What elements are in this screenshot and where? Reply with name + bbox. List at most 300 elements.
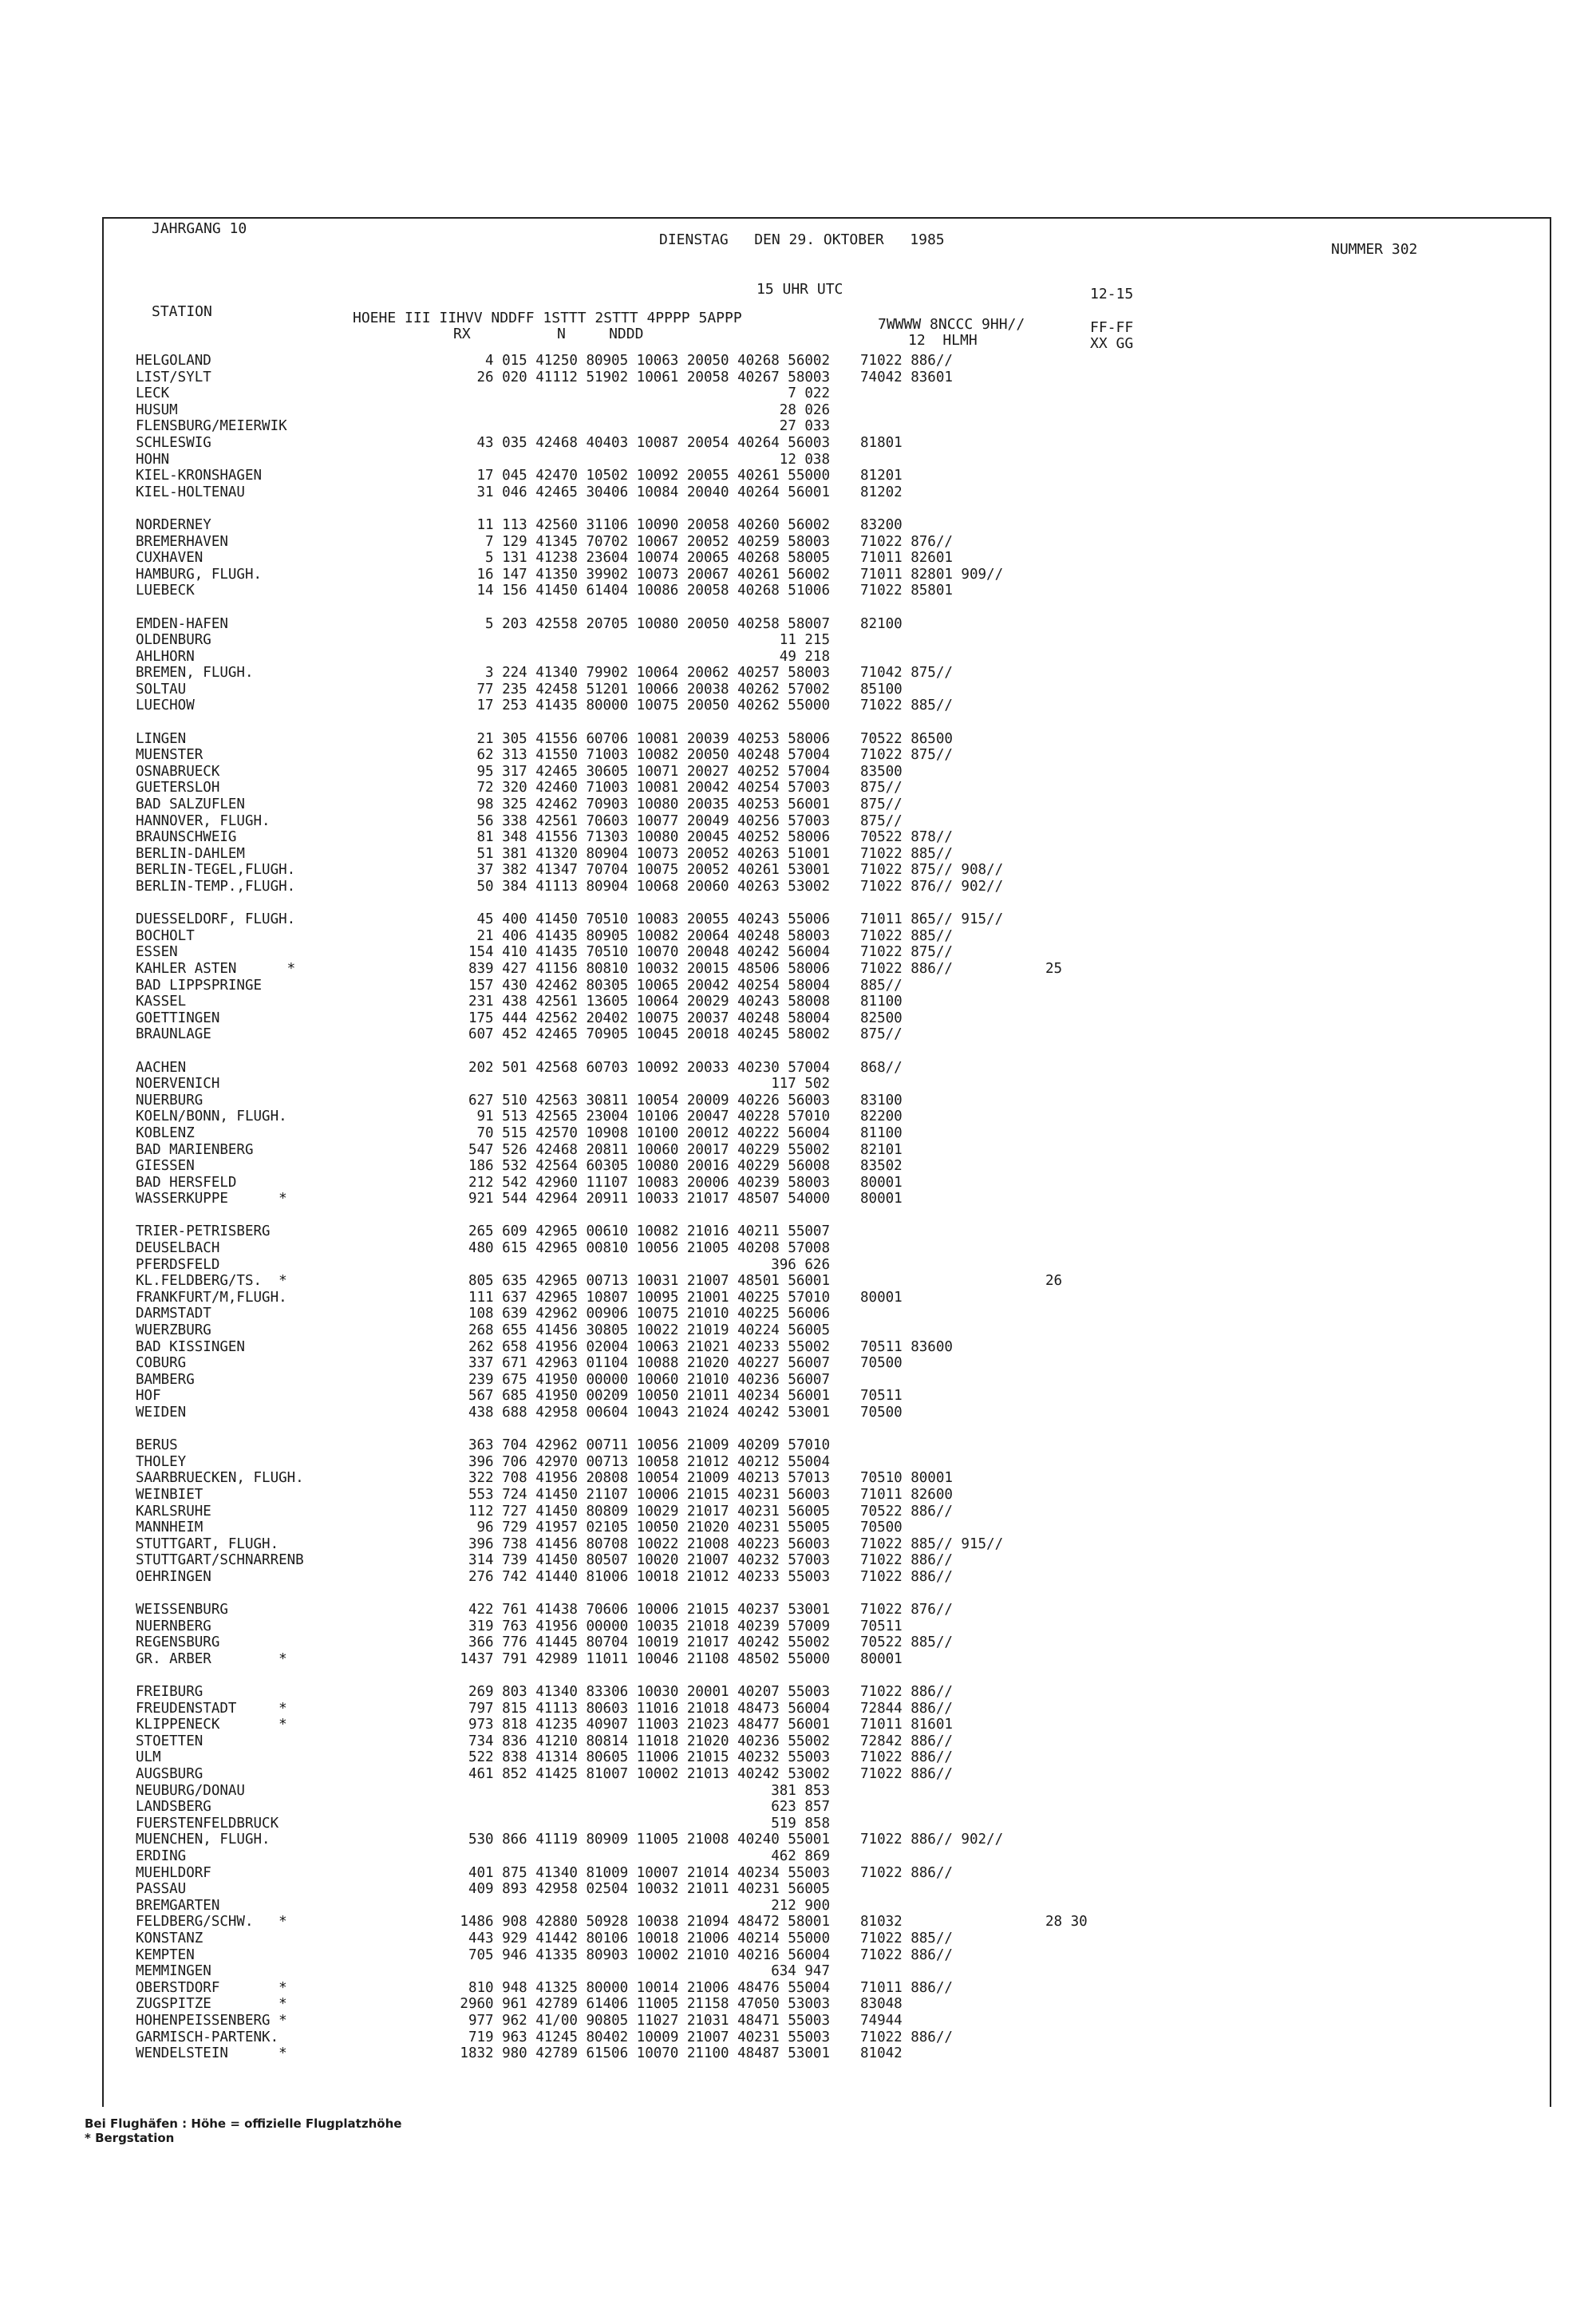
time-label: 15 UHR UTC (757, 281, 843, 298)
station-name: LUEBECK (136, 583, 195, 599)
group-spacer (860, 1586, 1003, 1603)
extra-code (1045, 452, 1088, 468)
group-spacer (319, 1207, 830, 1224)
weather-code: 71022 875// (860, 944, 953, 961)
weather-code: 71011 81601 (860, 1717, 953, 1733)
station-name: FRANKFURT/M,FLUGH. (136, 1289, 287, 1306)
station-name: HELGOLAND (136, 353, 211, 369)
group-spacer (860, 1421, 1003, 1438)
station-name: ZUGSPITZE * (136, 1996, 287, 2013)
station-name: KLIPPENECK * (136, 1717, 287, 1733)
weather-code (860, 385, 1003, 402)
extra-code (1045, 911, 1088, 928)
station-observation: 5 131 41238 23604 10074 20065 40268 58005 (485, 550, 830, 567)
weather-code (860, 649, 1003, 666)
station-observation: 319 763 41956 00000 10035 21018 40239 57009 (468, 1618, 830, 1634)
weather-code: 70522 886// (860, 1503, 953, 1520)
weather-code: 71022 875// (860, 747, 953, 764)
station-observation: 51 381 41320 80904 10073 20052 40263 51001 (476, 845, 830, 862)
station-observation: 3 224 41340 79902 10064 20062 40257 58003 (485, 665, 830, 682)
issue-number: NUMMER 302 (1331, 241, 1418, 258)
weather-code: 70500 (860, 1355, 903, 1372)
extra-code (1045, 1257, 1088, 1274)
weather-code: 70500 (860, 1405, 903, 1421)
weather-code: 81201 (860, 468, 903, 484)
station-observation: 91 513 42565 23004 10106 20047 40228 57010 (476, 1109, 830, 1125)
station-observation: 322 708 41956 20808 10054 21009 40213 57013 (468, 1470, 830, 1487)
station-name: KOBLENZ (136, 1124, 195, 1141)
extra-code (1045, 1947, 1088, 1964)
station-observation: 797 815 41113 80603 11016 21018 48473 56004 (468, 1700, 830, 1717)
extra-code (1045, 1520, 1088, 1536)
station-observation: 381 853 (771, 1782, 830, 1799)
weather-code: 875// (860, 812, 903, 829)
extra-code (1045, 1290, 1088, 1306)
station-observation: 5 203 42558 20705 10080 20050 40258 58007 (485, 615, 830, 632)
weather-code: 83100 (860, 1092, 903, 1109)
weather-code: 70511 (860, 1618, 903, 1634)
station-observation: 14 156 41450 61404 10086 20058 40268 51006 (476, 583, 830, 599)
weather-code (860, 1257, 1003, 1274)
station-observation: 409 893 42958 02504 10032 21011 40231 56005 (468, 1881, 830, 1898)
station-name: KOELN/BONN, FLUGH. (136, 1109, 287, 1125)
station-name: CUXHAVEN (136, 550, 203, 567)
station-observation: 314 739 41450 80507 10020 21007 40232 57003 (468, 1552, 830, 1569)
station-observation: 96 729 41957 02105 10050 21020 40231 55005 (476, 1520, 830, 1536)
extra-code (1045, 1536, 1088, 1553)
station-name: FELDBERG/SCHW. * (136, 1914, 287, 1931)
station-observation: 12 038 (779, 451, 830, 468)
extra-code (1045, 994, 1088, 1010)
data-column-header: HOEHE III IIHVV NDDFF 1STTT 2STTT 4PPPP 5APPP (353, 310, 742, 326)
weather-code: 71022 886// (860, 1864, 953, 1881)
group-spacer (1045, 1586, 1088, 1603)
extra-code (1045, 1109, 1088, 1125)
station-observation: 401 875 41340 81009 10007 21014 40234 55003 (468, 1864, 830, 1881)
group-spacer (1045, 500, 1088, 517)
station-name: COBURG (136, 1355, 187, 1372)
group-spacer (319, 895, 830, 912)
weather-code (860, 1306, 1003, 1322)
extra-code (1045, 468, 1088, 484)
weather-code (860, 1848, 1003, 1865)
weather-code: 82101 (860, 1141, 903, 1158)
group-spacer (1045, 1207, 1088, 1224)
weather-code: 83048 (860, 1996, 903, 2013)
weather-code: 74944 (860, 2012, 903, 2029)
extra-code (1045, 1339, 1088, 1356)
extra-code (1045, 698, 1088, 714)
station-observation: 623 857 (771, 1799, 830, 1816)
weather-code: 875// (860, 796, 903, 813)
extra-code (1045, 1848, 1088, 1865)
station-name: FLENSBURG/MEIERWIK (136, 418, 287, 435)
weather-code: 70511 (860, 1388, 903, 1405)
station-name: ESSEN (136, 944, 178, 961)
station-name: KAHLER ASTEN * (136, 960, 296, 977)
station-observation: 21 406 41435 80905 10082 20064 40248 58003 (476, 927, 830, 944)
station-observation: 522 838 41314 80605 11006 21015 40232 55003 (468, 1749, 830, 1766)
station-observation: 1437 791 42989 11011 10046 21108 48502 55000 (460, 1650, 830, 1667)
station-observation: 519 858 (771, 1815, 830, 1832)
station-observation: 276 742 41440 81006 10018 21012 40233 55003 (468, 1568, 830, 1585)
weather-code: 71022 886// (860, 1766, 953, 1783)
station-name: PFERDSFELD (136, 1256, 220, 1273)
station-observation: 7 129 41345 70702 10067 20052 40259 58003 (485, 533, 830, 550)
station-observation: 212 542 42960 11107 10083 20006 40239 58003 (468, 1174, 830, 1191)
extra-code (1045, 517, 1088, 534)
station-observation: 70 515 42570 10908 10100 20012 40222 56004 (476, 1124, 830, 1141)
station-observation: 422 761 41438 70606 10006 21015 40237 53001 (468, 1602, 830, 1618)
station-observation: 154 410 41435 70510 10070 20048 40242 56004 (468, 944, 830, 961)
weather-code: 81042 (860, 2045, 903, 2062)
group-spacer (860, 1043, 1003, 1060)
station-name: STUTTGART, FLUGH. (136, 1535, 279, 1552)
station-name: PASSAU (136, 1881, 187, 1898)
group-spacer (136, 1043, 304, 1060)
station-observation: 4 015 41250 80905 10063 20050 40268 56002 (485, 353, 830, 369)
extra-code (1045, 1832, 1088, 1848)
station-observation: 117 502 (771, 1076, 830, 1093)
station-name: LINGEN (136, 730, 187, 747)
extra-code (1045, 1701, 1088, 1717)
station-name: STUTTGART/SCHNARRENB (136, 1552, 304, 1569)
extra-code (1045, 1388, 1088, 1405)
weather-code: 81100 (860, 994, 903, 1010)
extra-code (1045, 829, 1088, 846)
weather-code: 83502 (860, 1158, 903, 1175)
weather-code: 80001 (860, 1174, 903, 1191)
station-observation: 1832 980 42789 61506 10070 21100 48487 53001 (460, 2045, 830, 2062)
station-name: FREUDENSTADT * (136, 1700, 287, 1717)
ff-column-header: FF-FF (1090, 319, 1134, 336)
station-observation: 396 706 42970 00713 10058 21012 40212 55004 (468, 1453, 830, 1470)
station-column-header: STATION (152, 303, 212, 320)
station-name: REGENSBURG (136, 1634, 220, 1651)
station-name: KL.FELDBERG/TS. * (136, 1273, 287, 1290)
station-observation: 268 655 41456 30805 10022 21019 40224 56005 (468, 1322, 830, 1339)
xx-column-header: XX GG (1090, 335, 1134, 352)
station-observation: 607 452 42465 70905 10045 20018 40245 58002 (468, 1026, 830, 1043)
extra-code (1045, 1504, 1088, 1520)
station-name: BERLIN-TEMP.,FLUGH. (136, 879, 296, 895)
station-name: BOCHOLT (136, 927, 195, 944)
weather-code: 71011 886// (860, 1979, 953, 1996)
group-spacer (136, 500, 304, 517)
station-name: DUESSELDORF, FLUGH. (136, 911, 296, 928)
weather-code: 71022 885// (860, 845, 953, 862)
weather-code (860, 452, 1003, 468)
extra-code (1045, 435, 1088, 452)
station-observation: 56 338 42561 70603 10077 20049 40256 57003 (476, 812, 830, 829)
weather-code (860, 1963, 1003, 1980)
weather-code (860, 1799, 1003, 1816)
extra-code (1045, 731, 1088, 748)
extra-code (1045, 1076, 1088, 1093)
extra-code (1045, 1733, 1088, 1750)
extra-code (1045, 2029, 1088, 2046)
extra-code (1045, 1898, 1088, 1915)
weather-codes-column (860, 353, 1003, 2062)
extra-code (1045, 813, 1088, 830)
extra-code (1045, 1470, 1088, 1487)
station-observation: 7 022 (788, 385, 830, 402)
extra-code (1045, 2013, 1088, 2029)
weather-code: 70522 878// (860, 829, 953, 846)
group-spacer (136, 1421, 304, 1438)
station-name: AUGSBURG (136, 1766, 203, 1783)
station-name: GUETERSLOH (136, 780, 220, 796)
station-observation: 108 639 42962 00906 10075 21010 40225 56006 (468, 1306, 830, 1322)
station-name: BAD LIPPSPRINGE (136, 977, 263, 994)
extra-code (1045, 1931, 1088, 1947)
weather-code: 71022 886// (860, 1749, 953, 1766)
station-observation: 719 963 41245 80402 10009 21007 40231 55003 (468, 2029, 830, 2045)
station-observation: 805 635 42965 00713 10031 21007 48501 56001 (468, 1273, 830, 1290)
weather-code (860, 1273, 1003, 1290)
station-name: BRAUNLAGE (136, 1026, 211, 1043)
footnote-mountain-station: * Bergstation (85, 2131, 175, 2145)
station-name: BREMGARTEN (136, 1897, 220, 1914)
station-observation: 627 510 42563 30811 10054 20009 40226 56003 (468, 1092, 830, 1109)
station-name: OSNABRUECK (136, 763, 220, 780)
extra-code (1045, 1240, 1088, 1257)
station-observation: 175 444 42562 20402 10075 20037 40248 58004 (468, 1010, 830, 1026)
weather-code (860, 1898, 1003, 1915)
station-name: KASSEL (136, 994, 187, 1010)
extra-code (1045, 928, 1088, 945)
extra-code (1045, 567, 1088, 583)
weather-code: 82200 (860, 1109, 903, 1125)
station-name: WEISSENBURG (136, 1602, 228, 1618)
station-name: MUENCHEN, FLUGH. (136, 1832, 271, 1848)
station-name: LANDSBERG (136, 1799, 211, 1816)
extra-code (1045, 1569, 1088, 1586)
extra-code (1045, 682, 1088, 698)
extra-code (1045, 1158, 1088, 1175)
station-name: SOLTAU (136, 681, 187, 698)
weather-code (860, 1454, 1003, 1471)
station-name: WUERZBURG (136, 1322, 211, 1339)
group-spacer (319, 1043, 830, 1060)
station-name: OBERSTDORF * (136, 1979, 287, 1996)
extra-codes-column (1045, 353, 1088, 2062)
weather-code (860, 1076, 1003, 1093)
station-observation: 112 727 41450 80809 10029 21017 40231 56005 (468, 1503, 830, 1520)
station-name: WEINBIET (136, 1486, 203, 1503)
extra-code (1045, 1684, 1088, 1701)
station-name: TRIER-PETRISBERG (136, 1223, 271, 1240)
station-name: NEUBURG/DONAU (136, 1782, 245, 1799)
extra-code (1045, 1816, 1088, 1832)
station-name: STOETTEN (136, 1733, 203, 1749)
station-observation: 839 427 41156 80810 10032 20015 48506 58006 (468, 960, 830, 977)
weather-code: 70510 80001 (860, 1470, 953, 1487)
station-observation: 443 929 41442 80106 10018 21006 40214 55000 (468, 1931, 830, 1946)
weather-code (860, 1223, 1003, 1240)
station-name: HOHENPEISSENBERG * (136, 2012, 287, 2029)
station-name: BREMEN, FLUGH. (136, 665, 254, 682)
weather-code: 71022 886// (860, 1568, 953, 1585)
extra-code (1045, 1437, 1088, 1454)
extra-code (1045, 649, 1088, 666)
extra-code (1045, 764, 1088, 781)
extra-code: 28 30 (1045, 1914, 1088, 1931)
weather-code: 71022 886// (860, 353, 953, 369)
extra-code (1045, 583, 1088, 599)
station-name: LUECHOW (136, 698, 195, 714)
weather-code: 71011 865// 915// (860, 911, 1004, 928)
extra-code (1045, 484, 1088, 501)
station-name: NOERVENICH (136, 1076, 220, 1093)
station-name: BERLIN-DAHLEM (136, 845, 245, 862)
station-observation: 37 382 41347 70704 10075 20052 40261 53001 (476, 862, 830, 879)
station-name: KIEL-HOLTENAU (136, 484, 245, 500)
extra-code (1045, 1552, 1088, 1569)
station-name: FUERSTENFELDBRUCK (136, 1815, 279, 1832)
weather-code: 71022 886// (860, 1684, 953, 1701)
weather-column-subheader: 12 HLMH (908, 332, 978, 349)
station-name: BERUS (136, 1437, 178, 1454)
extra-code (1045, 1634, 1088, 1651)
station-observation: 16 147 41350 39902 10073 20067 40261 56002 (476, 566, 830, 583)
extra-code (1045, 402, 1088, 419)
station-name: DEUSELBACH (136, 1240, 220, 1257)
weather-code (860, 402, 1003, 419)
station-observation: 186 532 42564 60305 10080 20016 40229 56008 (468, 1158, 830, 1175)
station-observation: 810 948 41325 80000 10014 21006 48476 55004 (468, 1979, 830, 1996)
weather-code: 875// (860, 780, 903, 796)
station-name: NUERNBERG (136, 1618, 211, 1634)
station-observation: 157 430 42462 80305 10065 20042 40254 58004 (468, 977, 830, 994)
extra-code (1045, 978, 1088, 994)
group-spacer (319, 1668, 830, 1685)
group-spacer (860, 1207, 1003, 1224)
station-name: MEMMINGEN (136, 1963, 211, 1980)
station-observation: 95 317 42465 30605 10071 20027 40252 57004 (476, 763, 830, 780)
weather-column-header: 7WWWW 8NCCC 9HH// (878, 316, 1025, 333)
station-name: LECK (136, 385, 170, 402)
weather-code: 70522 885// (860, 1634, 953, 1651)
station-observation: 366 776 41445 80704 10019 21017 40242 55002 (468, 1634, 830, 1651)
weather-code: 71022 886// (860, 960, 953, 977)
extra-code (1045, 1651, 1088, 1668)
extra-code (1045, 1322, 1088, 1339)
weather-code (860, 1372, 1003, 1389)
station-observation: 17 253 41435 80000 10075 20050 40262 55000 (476, 698, 830, 714)
group-spacer (319, 1586, 830, 1603)
weather-code: 885// (860, 977, 903, 994)
station-observation: 363 704 42962 00711 10056 21009 40209 57010 (468, 1437, 830, 1454)
extra-code (1045, 796, 1088, 813)
station-name: NORDERNEY (136, 516, 211, 533)
station-observation: 977 962 41/00 90805 11027 21031 48471 55003 (468, 2012, 830, 2029)
station-observation: 26 020 41112 51902 10061 20058 40267 58003 (476, 369, 830, 385)
group-spacer (1045, 1043, 1088, 1060)
weather-code: 71022 886// (860, 1552, 953, 1569)
station-observation: 43 035 42468 40403 10087 20054 40264 56003 (476, 434, 830, 451)
station-name: BAD KISSINGEN (136, 1338, 245, 1355)
station-name: BAD MARIENBERG (136, 1141, 254, 1158)
station-name: SCHLESWIG (136, 434, 211, 451)
station-name: KEMPTEN (136, 1946, 195, 1963)
weather-code: 80001 (860, 1289, 903, 1306)
extra-code (1045, 780, 1088, 796)
station-observation: 462 869 (771, 1848, 830, 1865)
group-spacer (1045, 599, 1088, 616)
station-observation: 72 320 42460 71003 10081 20042 40254 57003 (476, 780, 830, 796)
weather-code: 71022 85801 (860, 583, 953, 599)
station-observation: 28 026 (779, 401, 830, 418)
weather-code (860, 632, 1003, 649)
weather-code: 71022 875// 908// (860, 862, 1004, 879)
weather-code (860, 1783, 1003, 1800)
group-spacer (1045, 714, 1088, 731)
station-name: OEHRINGEN (136, 1568, 211, 1585)
weather-code: 81801 (860, 434, 903, 451)
extra-code (1045, 534, 1088, 551)
weather-code: 81032 (860, 1914, 903, 1931)
weather-code: 82100 (860, 615, 903, 632)
weather-code (860, 1816, 1003, 1832)
station-name: BERLIN-TEGEL,FLUGH. (136, 862, 296, 879)
extra-code: 26 (1045, 1273, 1063, 1290)
weather-code: 82500 (860, 1010, 903, 1026)
extra-code (1045, 1223, 1088, 1240)
station-observation: 202 501 42568 60703 10092 20033 40230 57004 (468, 1059, 830, 1076)
weather-code: 85100 (860, 681, 903, 698)
extra-code (1045, 1602, 1088, 1618)
station-name: WEIDEN (136, 1405, 187, 1421)
weather-code: 83500 (860, 763, 903, 780)
extra-code (1045, 862, 1088, 879)
extra-code (1045, 1306, 1088, 1322)
weather-code: 71042 875// (860, 665, 953, 682)
station-name: HOHN (136, 451, 170, 468)
extra-code (1045, 1010, 1088, 1027)
weather-code: 71011 82600 (860, 1486, 953, 1503)
weather-code: 71022 876// (860, 533, 953, 550)
extra-code (1045, 665, 1088, 682)
weather-code: 81100 (860, 1124, 903, 1141)
station-observation: 231 438 42561 13605 10064 20029 40243 58008 (468, 994, 830, 1010)
extra-code (1045, 616, 1088, 633)
extra-code (1045, 550, 1088, 567)
extra-code (1045, 353, 1088, 370)
station-observation: 98 325 42462 70903 10080 20035 40253 56001 (476, 796, 830, 813)
group-spacer (1045, 1421, 1088, 1438)
extra-code (1045, 1783, 1088, 1800)
station-observation: 921 544 42964 20911 10033 21017 48507 54000 (468, 1191, 830, 1207)
extra-code (1045, 1093, 1088, 1109)
extra-code (1045, 418, 1088, 435)
group-spacer (860, 1668, 1003, 1685)
weather-code: 70500 (860, 1520, 903, 1536)
weather-code: 71022 886// (860, 2029, 953, 2045)
extra-code (1045, 1487, 1088, 1504)
station-name: HAMBURG, FLUGH. (136, 566, 263, 583)
group-spacer (136, 895, 304, 912)
date-label: DIENSTAG DEN 29. OKTOBER 1985 (659, 231, 945, 248)
extra-code (1045, 879, 1088, 895)
station-observation: 50 384 41113 80904 10068 20060 40263 53002 (476, 879, 830, 895)
extra-code (1045, 1717, 1088, 1733)
station-observation: 27 033 (779, 418, 830, 435)
weather-code: 70511 83600 (860, 1338, 953, 1355)
weather-code (860, 418, 1003, 435)
station-name: THOLEY (136, 1453, 187, 1470)
station-name: MANNHEIM (136, 1520, 203, 1536)
